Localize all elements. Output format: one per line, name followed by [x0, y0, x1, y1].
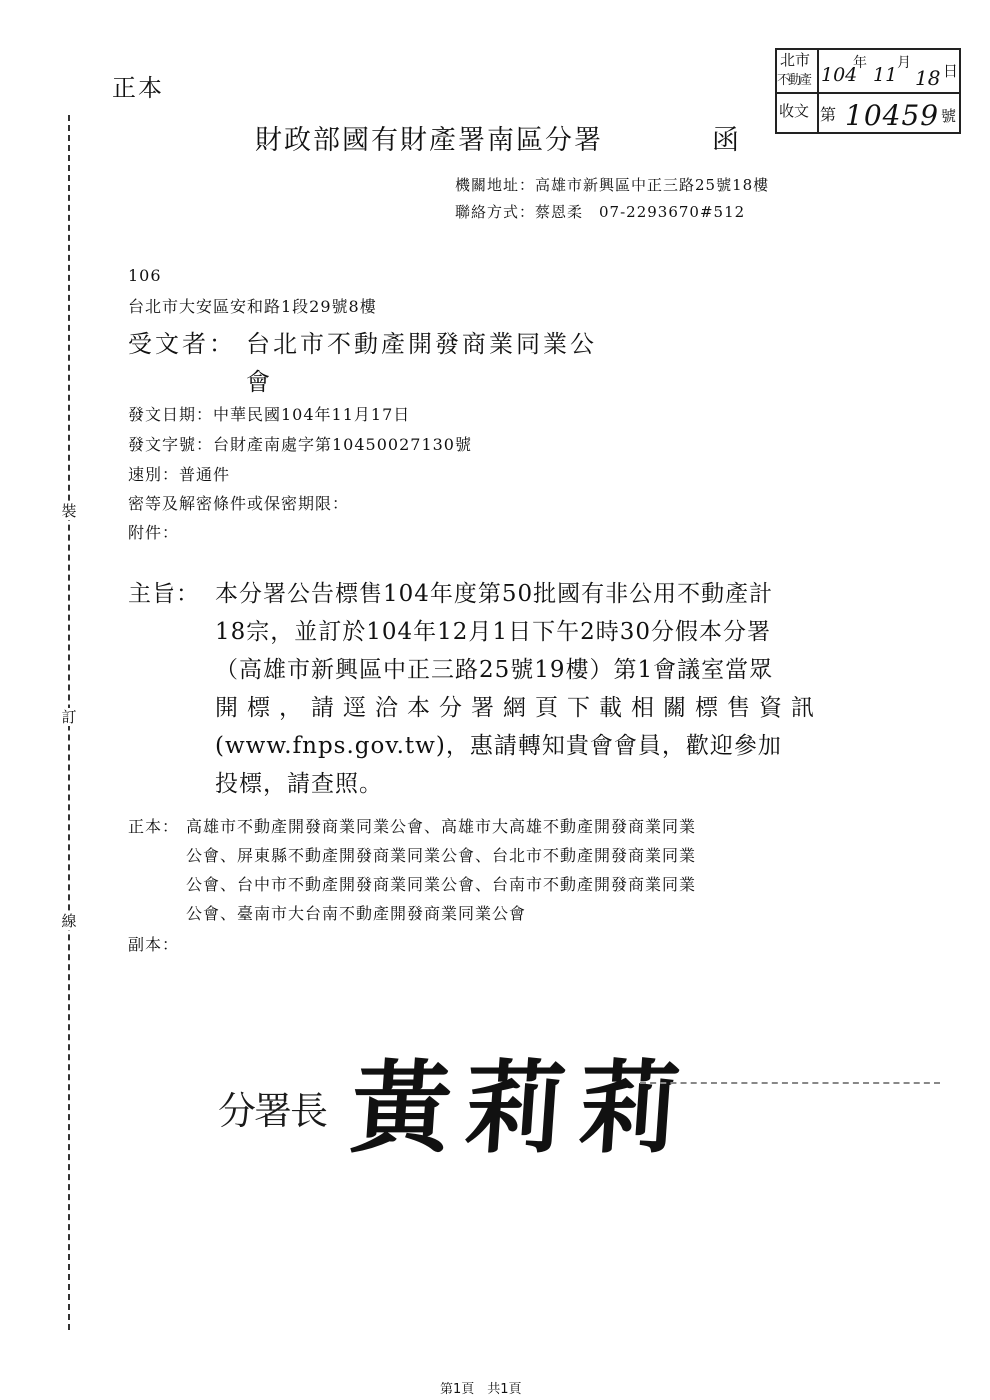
delivery-speed: 速別：普通件 [128, 465, 231, 484]
subject-line: (www.fnps.gov.tw)，惠請轉知貴會會員，歡迎參加 [215, 733, 782, 759]
page-footer: 第1頁 共1頁 [440, 1382, 522, 1397]
binding-mark-ding: 訂 [61, 708, 77, 726]
stamp-org-line3: 收文 [779, 102, 810, 120]
subject-line: 投標，請查照。 [215, 771, 383, 797]
recipient-address: 台北市大安區安和路1段29號8樓 [128, 297, 377, 316]
receipt-stamp [775, 48, 961, 134]
agency-contact: 聯絡方式：蔡恩柔 07-2293670#512 [455, 203, 746, 221]
signatory-title: 分署長 [218, 1089, 327, 1133]
subject-label: 主旨： [128, 581, 200, 607]
subject-line: 18宗，並訂於104年12月1日下午2時30分假本分署 [215, 619, 771, 645]
stamp-no-prefix: 第 [820, 105, 837, 124]
recipient-name-line2: 會 [246, 368, 273, 396]
agency-address: 機關地址：高雄市新興區中正三路25號18樓 [455, 176, 770, 194]
binding-mark-xian: 線 [61, 912, 77, 930]
signatory-name-seal: 黃莉莉 [347, 1049, 698, 1167]
doc-type: 函 [712, 125, 741, 156]
secrecy-level: 密等及解密條件或保密期限： [128, 494, 350, 513]
subject-line: 本分署公告標售104年度第50批國有非公用不動產計 [215, 581, 774, 607]
subject-line: （高雄市新興區中正三路25號19樓）第1會議室當眾 [215, 657, 774, 683]
original-recipients-line: 高雄市不動產開發商業同業公會、高雄市大高雄不動產開發商業同業 [186, 817, 697, 836]
original-recipients-line: 公會、臺南市大台南不動產開發商業同業公會 [186, 904, 527, 923]
original-recipients-line: 公會、屏東縣不動產開發商業同業公會、台北市不動產開發商業同業 [186, 846, 697, 865]
stamp-year: 104 [821, 64, 858, 86]
copy-recipients-label: 副本： [128, 935, 180, 954]
stamp-year-char: 年 [853, 55, 867, 71]
original-recipients-label: 正本： [128, 817, 180, 836]
stamp-month-char: 月 [897, 55, 911, 71]
recipient-name-line1: 台北市不動產開發商業同業公 [246, 330, 597, 358]
original-recipients-line: 公會、台中市不動產開發商業同業公會、台南市不動產開發商業同業 [186, 875, 697, 894]
recipient-label: 受文者： [128, 330, 236, 358]
stamp-no-suffix: 號 [941, 107, 957, 125]
stamp-day: 18 [915, 66, 941, 90]
postal-code: 106 [128, 266, 162, 285]
attachment: 附件： [128, 523, 180, 542]
issue-date: 發文日期：中華民國104年11月17日 [128, 405, 411, 424]
stamp-month: 11 [873, 64, 898, 86]
binding-mark-zhuang: 裝 [61, 502, 77, 520]
stamp-number: 10459 [845, 99, 940, 132]
subject-line: 開標，請逕洽本分署網頁下載相關標售資訊 [215, 695, 823, 721]
copy-label: 正本 [112, 74, 164, 102]
stamp-day-char: 日 [943, 62, 959, 80]
agency-name: 財政部國有財產署南區分署 [255, 125, 603, 156]
doc-number: 發文字號：台財產南處字第10450027130號 [128, 435, 472, 454]
signature-dash-line [640, 1082, 940, 1084]
stamp-org-line2: 不動產 [777, 73, 811, 88]
stamp-org-line1: 北市 [780, 51, 811, 69]
